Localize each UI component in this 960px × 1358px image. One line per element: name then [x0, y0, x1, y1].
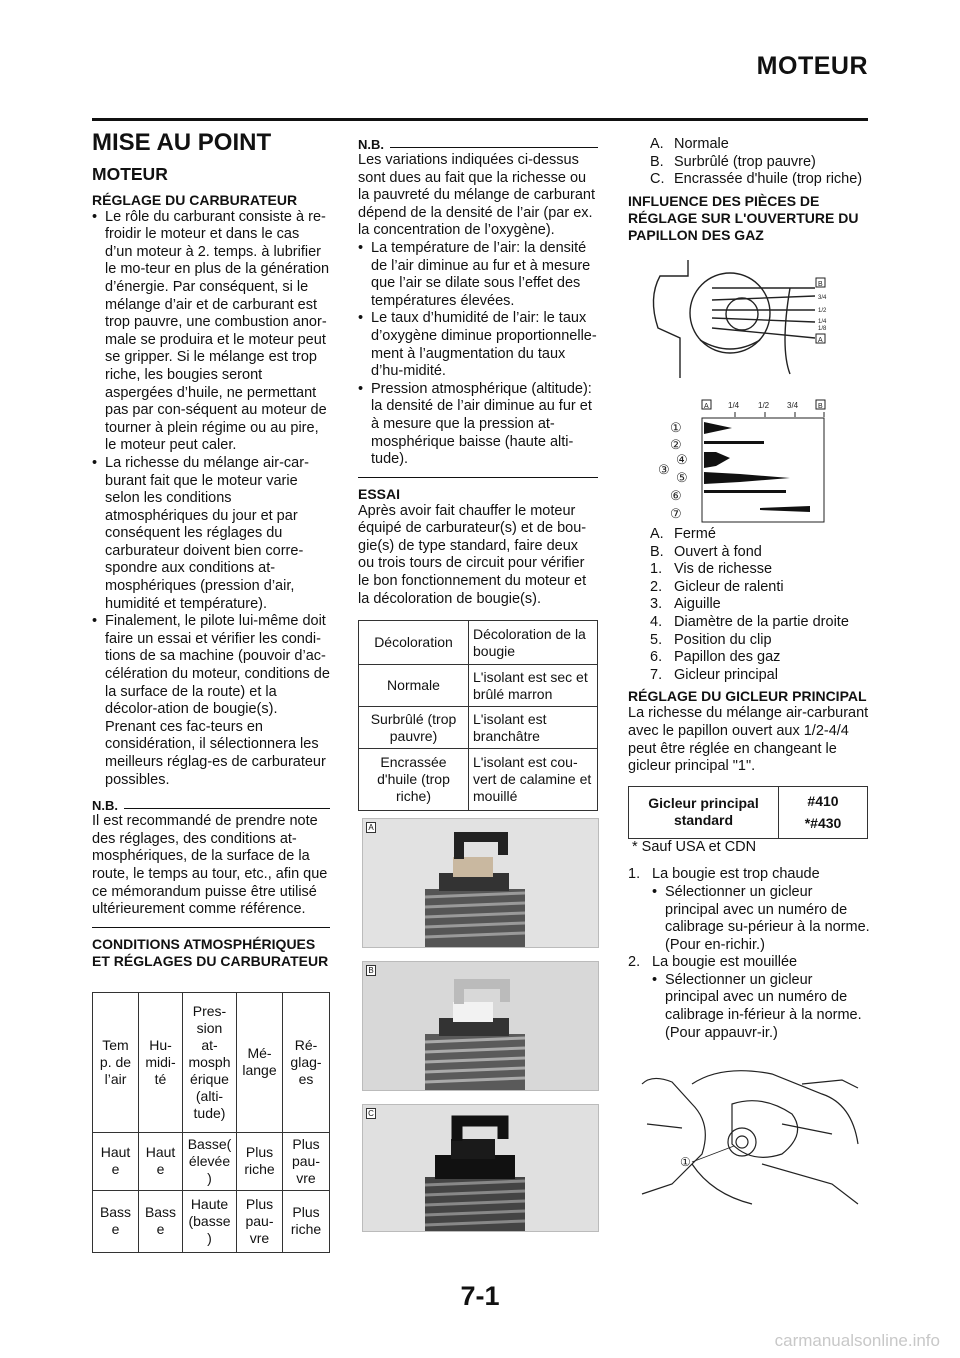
photo-tag: B: [366, 965, 376, 976]
table-cell: Surbrûlé (trop pauvre): [359, 707, 469, 749]
column-right-lower: [628, 526, 870, 1042]
diagram-label-b: B: [818, 281, 823, 288]
step-item: 2. La bougie est mouillée • Sélectionner un gicleur principal avec un numéro de calibrage in-férieur à la norme. (Pour appauvr-ir.): [628, 954, 870, 1042]
main-jet-location-illustration: [632, 1064, 866, 1214]
column-left: [92, 126, 330, 1253]
table-cell: Tem p. de l’air: [93, 992, 139, 1132]
legend-item: 3. Aiguille: [650, 596, 721, 613]
legend-item: 6. Papillon des gaz: [650, 649, 781, 666]
table-cell: Bass e: [93, 1190, 139, 1252]
diagram-label-34: 3/4: [818, 295, 827, 301]
legend-item: A. Normale: [650, 136, 729, 152]
legend-item: B. Surbrûlé (trop pauvre): [650, 153, 816, 170]
diagram-legend: [628, 526, 870, 684]
table-cell: L'isolant est sec et brûlé marron: [469, 665, 598, 707]
spark-plug-image: [363, 1105, 598, 1231]
essai-text: Après avoir fait chauffer le moteur équipé de carburateur(s) et de bou-gie(s) de type standard, faire deux ou trois tours de circuit pour vérifier le bon fonctionnement du moteur et la décoloration de bougie(s).: [358, 502, 587, 607]
page-header-title: MOTEUR: [756, 52, 868, 80]
column-right: [628, 126, 870, 244]
section-title: MISE AU POINT: [92, 129, 272, 156]
throttle-heading: INFLUENCE DES PIÈCES DE RÉGLAGE SUR L'OUVERTURE DU PAPILLON DES GAZ: [628, 192, 859, 243]
divider: [92, 927, 330, 928]
jet-value: *#430: [804, 815, 842, 832]
callout-1: ①: [670, 420, 682, 435]
table-cell: Ré-glag-es: [283, 992, 330, 1132]
legend-item: 7. Gicleur principal: [650, 666, 778, 683]
spark-plug-image: [363, 819, 598, 947]
legend-item: C. Encrassée d'huile (trop riche): [650, 171, 863, 188]
diagram-label-a: A: [818, 337, 823, 344]
callout-4: ④: [676, 452, 688, 467]
step-list: [628, 866, 870, 1042]
table-cell: Haut e: [93, 1132, 139, 1190]
atmospheric-heading: CONDITIONS ATMOSPHÉRIQUES ET RÉGLAGES DU CARBURATEUR: [92, 935, 329, 969]
atmospheric-table: [92, 992, 330, 1253]
diagram-label-18: 1/8: [818, 326, 827, 332]
main-jet-text: La richesse du mélange air-carburant avec le papillon ouvert aux 1/2-4/4 peut être réglée en changeant le gicleur principal "1".: [628, 705, 869, 775]
table-cell: Plus pau-vre: [237, 1190, 283, 1252]
table-cell: Pres-sion at-mosph érique (alti-tude): [183, 992, 237, 1132]
bullet-item: • Le taux d’humidité de l’air: le taux d’oxygène diminue proportionnelle-ment à l’augmentation du taux d’hu-midité.: [358, 310, 598, 380]
diagram-label-12: 1/2: [818, 308, 827, 314]
photo-tag: C: [366, 1108, 376, 1119]
table-cell: Décoloration: [359, 621, 469, 665]
table-cell: Plus riche: [283, 1190, 330, 1252]
table-cell: Encrassée d'huile (trop riche): [359, 749, 469, 811]
table-header-row: [359, 621, 598, 665]
table-row: [93, 1132, 330, 1190]
main-jet-heading: RÉGLAGE DU GICLEUR PRINCIPAL: [628, 688, 867, 705]
bullet-item: • La température de l’air: la densité de l’air diminue au fur et à mesure que l’air se dilate sous l’effet des températures élevées.: [358, 240, 598, 310]
table-header-row: [93, 992, 330, 1132]
carburetor-diagram: [640, 248, 865, 528]
note-text: Les variations indiquées ci-dessus sont dues au fait que la richesse ou la pauvreté du mélange de carburant dépend de la densité de l’air (par ex. la concentration de l’oxygène).: [358, 152, 595, 239]
callout-6: ⑥: [670, 488, 682, 503]
table-cell: Décoloration de la bougie: [469, 621, 598, 665]
table-row: [93, 1190, 330, 1252]
divider: [358, 477, 598, 478]
table-row: [359, 749, 598, 811]
table-cell: L'isolant est branchâtre: [469, 707, 598, 749]
bullet-item: • La richesse du mélange air-car-burant fait que le moteur varie selon les conditions atmosphériques du jour et par conséquent les réglages du carburateur doivent bien corre-spondre aux conditions at-mosphériques (pression d’air, humidité et température).: [92, 455, 330, 613]
essai-heading: ESSAI: [358, 485, 401, 502]
axis-label-14: 1/4: [728, 401, 740, 410]
table-cell: Gicleur principal standard: [629, 786, 779, 838]
legend-item: 1. Vis de richesse: [650, 561, 773, 578]
legend-item: 2. Gicleur de ralenti: [650, 578, 784, 595]
factor-bullets: [358, 240, 598, 469]
callout-3: ③: [658, 462, 670, 477]
legend-item: 4. Diamètre de la partie droite: [650, 613, 849, 630]
bullet-item: • Sélectionner un gicleur principal avec un numéro de calibrage su-périeur à la norme. (Pour en-richir.): [652, 884, 870, 954]
callout-7: ⑦: [670, 506, 682, 521]
header-rule: [92, 118, 868, 121]
callout-1: ①: [680, 1155, 691, 1169]
table-cell: Bass e: [139, 1190, 183, 1252]
carb-bullets: [92, 209, 330, 790]
table-cell: Hu-midi-té: [139, 992, 183, 1132]
jet-value: #410: [807, 793, 839, 810]
spark-plug-photo-lean: [362, 961, 599, 1091]
axis-label-12: 1/2: [758, 401, 770, 410]
carb-adjust-heading: RÉGLAGE DU CARBURATEUR: [92, 191, 298, 208]
spark-plug-image: [363, 962, 598, 1090]
table-cell: Basse( élevée ): [183, 1132, 237, 1190]
table-cell: Plus pau-vre: [283, 1132, 330, 1190]
column-middle: [358, 126, 598, 811]
step-item: 1. La bougie est trop chaude • Sélectionner un gicleur principal avec un numéro de calibrage su-périeur à la norme. (Pour en-richir.): [628, 866, 870, 954]
note-label: N.B.: [358, 138, 598, 152]
main-jet-table: [628, 786, 868, 839]
photo-tag: A: [366, 822, 376, 833]
table-cell: [779, 786, 868, 838]
table-row: [359, 707, 598, 749]
footnote: * Sauf USA et CDN: [632, 838, 757, 855]
callout-5: ⑤: [676, 470, 688, 485]
watermark: carmanualsonline.info: [774, 1331, 940, 1351]
spark-plug-photo-normal: [362, 818, 599, 948]
axis-label-b: B: [818, 403, 823, 410]
callout-2: ②: [670, 437, 682, 452]
bullet-item: • Sélectionner un gicleur principal avec un numéro de calibrage in-férieur à la norme. (Pour appauvr-ir.): [652, 972, 870, 1042]
table-cell: Mé-lange: [237, 992, 283, 1132]
table-row: [359, 665, 598, 707]
table-cell: Plus riche: [237, 1132, 283, 1190]
table-cell: Haut e: [139, 1132, 183, 1190]
axis-label-a: A: [704, 403, 709, 410]
bullet-item: • Pression atmosphérique (altitude): la densité de l’air diminue au fur et à mesure que la pression at-mosphérique baisse (haute alti-tude).: [358, 381, 598, 469]
legend-item: A. Fermé: [650, 526, 716, 542]
bullet-item: • Le rôle du carburant consiste à re-froidir le moteur et dans le cas d’un moteur à 2. temps. à lubrifier le mo-teur en plus de la génération d’énergie. Par conséquent, si le mélange d’air et de carburant est trop pauvre, une combustion anor-male se produira et le moteur peut se gripper. Si le mélange est trop riche, les bougies seront aspergées d’huile, ne permettant pas par con-séquent au moteur de tourner à plein régime ou au pire, le moteur peut caler.: [92, 209, 330, 455]
legend-item: 5. Position du clip: [650, 631, 772, 648]
note-label: N.B.: [92, 799, 330, 813]
spark-plug-photo-fouled: [362, 1104, 599, 1232]
photo-legend: [628, 136, 870, 189]
table-cell: Haute (basse ): [183, 1190, 237, 1252]
page-number: 7-1: [460, 1281, 500, 1311]
table-cell: Normale: [359, 665, 469, 707]
legend-item: B. Ouvert à fond: [650, 543, 762, 560]
axis-label-34: 3/4: [787, 401, 799, 410]
table-cell: L'isolant est cou-vert de calamine et mouillé: [469, 749, 598, 811]
subsection-title: MOTEUR: [92, 164, 168, 184]
table-row: [629, 786, 868, 838]
plug-table: [358, 620, 598, 811]
note-text: Il est recommandé de prendre note des réglages, des conditions at-mosphériques, de la surface de la route, le temps au tour, etc., afin que ce mémorandum puisse être utilisé ultérieurement comme référence.: [92, 813, 328, 918]
diagram-label-14: 1/4: [818, 319, 827, 325]
bullet-item: • Finalement, le pilote lui-même doit faire un essai et vérifier les condi-tions de sa machine (pouvoir d’ac-célération du moteur, conditions de la surface de la route) et la décolor-ation de bougie(s). Prenant ces fac-teurs en considération, il sélectionnera les meilleurs réglag-es de carburateur possibles.: [92, 613, 330, 789]
